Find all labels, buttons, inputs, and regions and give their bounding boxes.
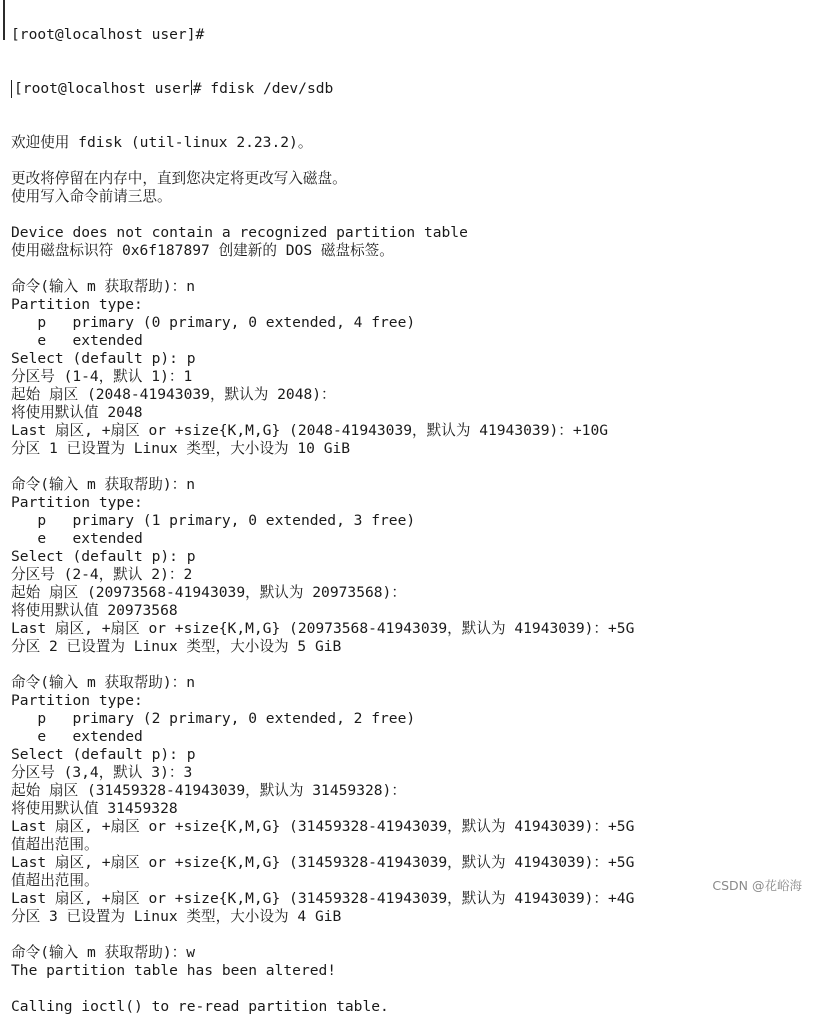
terminal-line: Select (default p): p bbox=[11, 746, 196, 763]
terminal-line bbox=[11, 152, 817, 170]
terminal-line: e extended bbox=[11, 332, 143, 349]
command-text: # fdisk /dev/sdb bbox=[192, 80, 334, 97]
terminal-line: 值超出范围。 bbox=[11, 872, 99, 889]
terminal-line: 分区号 (3,4，默认 3)：3 bbox=[11, 764, 193, 781]
terminal-line: 值超出范围。 bbox=[11, 836, 99, 853]
terminal-line: 命令(输入 m 获取帮助)：w bbox=[11, 944, 196, 961]
terminal-line: Calling ioctl() to re-read partition table. bbox=[11, 998, 389, 1015]
terminal-line: 分区 3 已设置为 Linux 类型，大小设为 4 GiB bbox=[11, 908, 342, 925]
terminal-line: Partition type: bbox=[11, 296, 143, 313]
text-cursor bbox=[191, 80, 192, 95]
terminal-line: 将使用默认值 31459328 bbox=[11, 800, 178, 817]
terminal-line: 将使用默认值 2048 bbox=[11, 404, 143, 421]
terminal-line: 欢迎使用 fdisk (util-linux 2.23.2)。 bbox=[11, 134, 313, 151]
terminal-line: Device does not contain a recognized partition table bbox=[11, 224, 468, 241]
terminal-line: Partition type: bbox=[11, 692, 143, 709]
previous-prompt-line: [root@localhost user]# bbox=[11, 26, 205, 43]
terminal-line: Last 扇区, +扇区 or +size{K,M,G} (31459328-41943039，默认为 41943039)：+5G bbox=[11, 854, 635, 871]
terminal-line: e extended bbox=[11, 728, 143, 745]
terminal-line bbox=[11, 206, 817, 224]
terminal-line: 使用写入命令前请三思。 bbox=[11, 188, 172, 205]
prompt: [root@localhost user bbox=[11, 80, 193, 98]
terminal-line: Last 扇区, +扇区 or +size{K,M,G} (31459328-41943039，默认为 41943039)：+5G bbox=[11, 818, 635, 835]
terminal-line: Partition type: bbox=[11, 494, 143, 511]
terminal-line: Select (default p): p bbox=[11, 548, 196, 565]
terminal-line: Last 扇区, +扇区 or +size{K,M,G} (2048-41943039，默认为 41943039)：+10G bbox=[11, 422, 609, 439]
terminal-line: 将使用默认值 20973568 bbox=[11, 602, 178, 619]
terminal-line: 起始 扇区 (31459328-41943039，默认为 31459328)： bbox=[11, 782, 406, 799]
terminal-line bbox=[11, 458, 817, 476]
terminal-line: p primary (0 primary, 0 extended, 4 free) bbox=[11, 314, 416, 331]
terminal-line: Select (default p): p bbox=[11, 350, 196, 367]
terminal-line: p primary (2 primary, 0 extended, 2 free) bbox=[11, 710, 416, 727]
terminal-line: 更改将停留在内存中，直到您决定将更改写入磁盘。 bbox=[11, 170, 347, 187]
terminal-line bbox=[11, 260, 817, 278]
terminal-line bbox=[11, 926, 817, 944]
terminal-line: 分区 1 已设置为 Linux 类型，大小设为 10 GiB bbox=[11, 440, 351, 457]
terminal-line: Last 扇区, +扇区 or +size{K,M,G} (31459328-41943039，默认为 41943039)：+4G bbox=[11, 890, 635, 907]
terminal-line: e extended bbox=[11, 530, 143, 547]
terminal-scrollbar[interactable] bbox=[3, 0, 5, 40]
terminal-line: 命令(输入 m 获取帮助)：n bbox=[11, 278, 196, 295]
watermark: CSDN @花峪海 bbox=[712, 878, 802, 893]
terminal-line: The partition table has been altered! bbox=[11, 962, 337, 979]
terminal-line: 分区 2 已设置为 Linux 类型，大小设为 5 GiB bbox=[11, 638, 342, 655]
terminal-line: 使用磁盘标识符 0x6f187897 创建新的 DOS 磁盘标签。 bbox=[11, 242, 394, 259]
terminal-line: 分区号 (1-4，默认 1)：1 bbox=[11, 368, 193, 385]
terminal-line: Last 扇区, +扇区 or +size{K,M,G} (20973568-41943039，默认为 41943039)：+5G bbox=[11, 620, 635, 637]
terminal-line: 起始 扇区 (20973568-41943039，默认为 20973568)： bbox=[11, 584, 406, 601]
terminal-line: 起始 扇区 (2048-41943039，默认为 2048)： bbox=[11, 386, 336, 403]
terminal-line: 命令(输入 m 获取帮助)：n bbox=[11, 674, 196, 691]
command-line bbox=[11, 80, 817, 98]
terminal-output bbox=[11, 0, 817, 1016]
terminal-line bbox=[11, 656, 817, 674]
prompt-user-host: root@localhost user bbox=[22, 80, 190, 97]
terminal-line: p primary (1 primary, 0 extended, 3 free) bbox=[11, 512, 416, 529]
terminal-line bbox=[11, 980, 817, 998]
terminal-line: 分区号 (2-4，默认 2)：2 bbox=[11, 566, 193, 583]
terminal-line: 命令(输入 m 获取帮助)：n bbox=[11, 476, 196, 493]
